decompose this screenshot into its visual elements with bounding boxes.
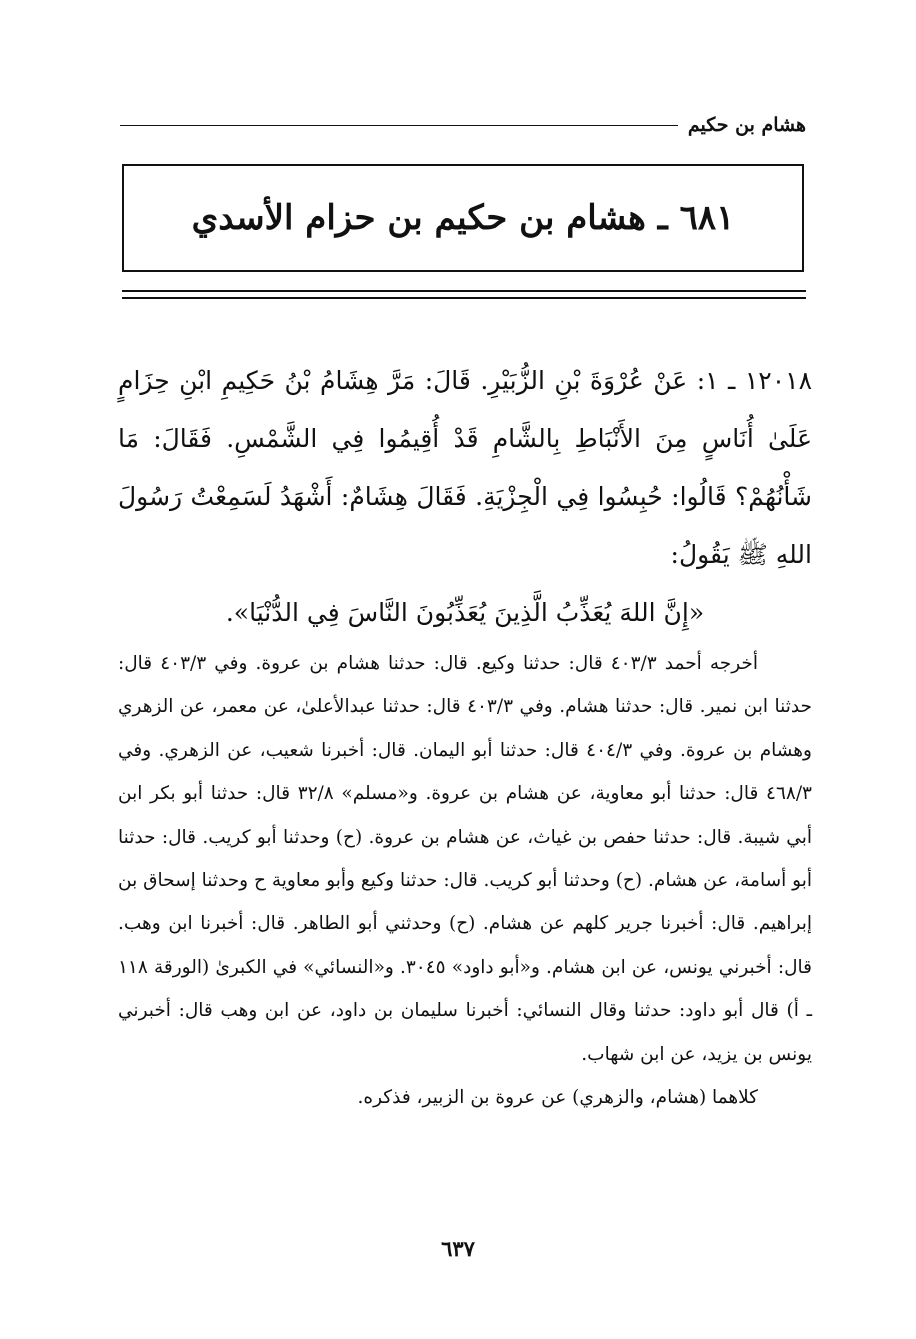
running-head <box>120 108 806 142</box>
running-head-title: هشام بن حكيم <box>687 114 806 136</box>
hadith-matn: «إِنَّ اللهَ يُعَذِّبُ الَّذِينَ يُعَذِّبُونَ النَّاسَ فِي الدُّنْيَا». <box>225 598 705 627</box>
chapter-title: ٦٨١ ـ هشام بن حكيم بن حزام الأسدي <box>191 198 735 238</box>
page-number: ٦٣٧ <box>441 1236 475 1261</box>
takhrij-paragraph: أخرجه أحمد ٤٠٣/٣ قال: حدثنا وكيع. قال: حدثنا هشام بن عروة. وفي ٤٠٣/٣ قال: حدثنا ابن نمير. قال: حدثنا هشام. وفي ٤٠٣/٣ قال: حدثنا عبدالأعلىٰ، عن معمر، عن الزهري وهشام بن عروة. وفي ٤٠٤/٣ قال: حدثنا أبو اليمان. قال: أخبرنا شعيب، عن الزهري. وفي ٤٦٨/٣ قال: حدثنا أبو معاوية، عن هشام بن عروة. و«مسلم» ٣٢/٨ قال: حدثنا أبو بكر ابن أبي شيبة. قال: حدثنا حفص بن غياث، عن هشام بن عروة. (ح) وحدثنا أبو كريب. قال: حدثنا أبو أسامة، عن هشام. (ح) وحدثنا أبو كريب. قال: حدثنا وكيع وأبو معاوية ح وحدثنا إسحاق بن إبراهيم. قال: أخبرنا جرير كلهم عن هشام. (ح) وحدثني أبو الطاهر. قال: أخبرنا ابن وهب. قال: أخبرني يونس، عن ابن هشام. و«أبو داود» ٣٠٤٥. و«النسائي» في الكبرىٰ (الورقة ١١٨ ـ أ) قال أبو داود: حدثنا وقال النسائي: أخبرنا سليمان بن داود، عن ابن وهب قال: أخبرني يونس بن يزيد، عن ابن شهاب. <box>118 653 812 1065</box>
running-head-rule <box>120 125 678 126</box>
takhrij-section <box>118 642 812 1119</box>
separator-rule-top <box>122 290 806 292</box>
separator-rule-bottom <box>122 297 806 299</box>
chapter-title-box <box>122 164 804 272</box>
hadith-isnad: ١٢٠١٨ ـ ١: عَنْ عُرْوَةَ بْنِ الزُّبَيْرِ. قَالَ: مَرَّ هِشَامُ بْنُ حَكِيمِ ابْنِ حِزَامٍ عَلَىٰ أُنَاسٍ مِنَ الأَنْبَاطِ بِالشَّامِ قَدْ أُقِيمُوا فِي الشَّمْسِ. فَقَالَ: مَا شَأْنُهُمْ؟ قَالُوا: حُبِسُوا فِي الْجِزْيَةِ. فَقَالَ هِشَامٌ: أَشْهَدُ لَسَمِعْتُ رَسُولَ اللهِ ﷺ يَقُولُ: <box>118 366 812 569</box>
takhrij-closing: كلاهما (هشام، والزهري) عن عروة بن الزبير، فذكره. <box>357 1087 758 1109</box>
hadith-text <box>118 352 812 642</box>
